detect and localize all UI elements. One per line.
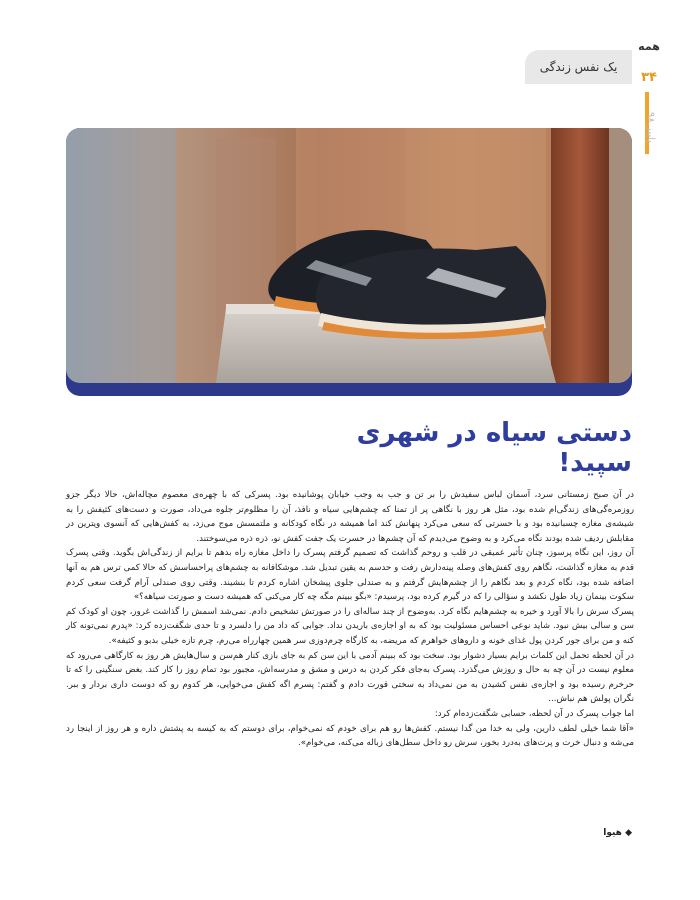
section-label: یک نفس زندگی (525, 50, 632, 84)
article-paragraph: در آن صبح زمستانی سرد، آسمان لباس سفیدش را بر تن و جب به وجب خیابان پوشانیده بود. پسرکی که با چهره‌ی معصوم مچاله‌اش، حالا دیگر جزو روزمره‌گی‌های زندگی‌ام شده بود، مثل هر روز با نگاهی پر از تمنا که چشم‌هایی سیاه و نافذ، آن را مظلوم‌تر جلوه می‌داد، صورت و دست‌های کثیفش را به شیشه‌ی مغازه چسبانیده بود و با حسرتی که سعی می‌کرد پنهانش کند اما همیشه در نگاه کودکانه و ملتمسش موج می‌زد، به کفش‌هایی که آنسوی ویترین در مقابلش ردیف شده بودند نگاه می‌کرد و به وضوح می‌دیدم که آن چشم‌ها در حسرت یک جفت کفش نو، ذره ذره می‌سوختند. (66, 490, 634, 544)
magazine-logo: همه (638, 40, 660, 53)
article-body (66, 488, 634, 751)
article-title: دستی سیاه در شهری سپید! (356, 418, 632, 478)
article-photo-frame (66, 128, 632, 396)
article-paragraph: در آن لحظه تحمل این کلمات برایم بسیار دشوار بود. سخت بود که ببینم آدمی با این سن کم به جای بازی کنار هم‌سن و سال‌هایش هر روز به کارگاهی می‌رود که معلوم نیست در آن چه به حال و روزش می‌گذرد. پسرک به‌جای فکر کردن به درس و مشق و مدرسه‌اش، مجبور بود تمام روز را کار کند. بغض سنگینی را که تا حرخرم رسیده بود و اجازه‌ی نفس کشیدن به من نمی‌داد به سختی قورت دادم و گفتم: پسرم اگه کفش می‌خوایی، هر کدوم رو که دوست داری بردار و ببر. نگران پولش هم نباش... (66, 650, 634, 705)
article-paragraph: آن روز، این نگاه پرسوز، چنان تأثیر عمیقی در قلب و روحم گذاشت که تصمیم گرفتم پسرک را داخل مغازه راه بدهم تا برایم از زندگی‌اش بگوید. وقتی پسرک قدم به مغازه گذاشت، نگاهم روی کفش‌های وصله پینه‌دارش رفت و حدسم به یقین تبدیل شد. موشکافانه به چشم‌های پراحساسش که حالا کمی ترس هم به آنها اضافه شده بود، نگاه کردم و بعد نگاهم را از چشم‌هایش گرفتم و به صندلی جلوی پیشخان اشاره کردم تا بنشیند. وقتی روی صندلی آرام گرفت سعی کردم سکوت بینمان زیاد طول نکشد و سؤالی را که در گیرم کرده بود، پرسیدم: «بگو ببینم مگه چه کار می‌کنی که همیشه دست و صورتت سیاهه؟» (66, 548, 634, 603)
sneakers-photo-illustration (66, 128, 632, 383)
issue-season: پاییز ۹۸ (645, 112, 656, 144)
author-bullet-icon: ◆ (625, 828, 632, 838)
article-paragraph: اما جواب پسرک در آن لحظه، حسابی شگفت‌زده‌ام کرد: (434, 708, 634, 719)
page-number: ۳۴ (641, 70, 657, 85)
author-signature (560, 828, 632, 838)
author-name: هیوا (603, 828, 622, 838)
article-paragraph: پسرک سرش را بالا آورد و خیره به چشم‌هایم نگاه کرد. به‌وضوح از چند ساله‌ای را در صورتش تشخیص دادم. نمی‌شد اسمش را گذاشت غرور، چون او کودک کم سن و سالی بیش نبود. شاید نوعی احساس مسئولیت بود که به او اجازه‌ی باریدن نداد. جوابی که داد من را دلسرد و تا حدی شگفت‌زده کرد: «پدرم نمی‌تونه کار کنه و من برای جور کردن پول غذای خونه و داروهای خواهرم که مریضه، به کارگاه چرم‌دوزی سر همین چهارراه می‌رم، چرم تازه خیلی بدبو و کثیفه». (66, 606, 634, 646)
article-photo (66, 128, 632, 383)
article-paragraph: «آقا شما خیلی لطف دارین، ولی به خدا من گدا نیستم. کفش‌ها رو هم برای خودم که نمی‌خوام، برای دوستم که به کیسه به پشتش داره و هر روز از اینجا رد می‌شه و دنبال خرت و پرت‌های به‌درد بخور، سرش رو داخل سطل‌های زباله می‌کنه، می‌خوام». (66, 723, 634, 749)
